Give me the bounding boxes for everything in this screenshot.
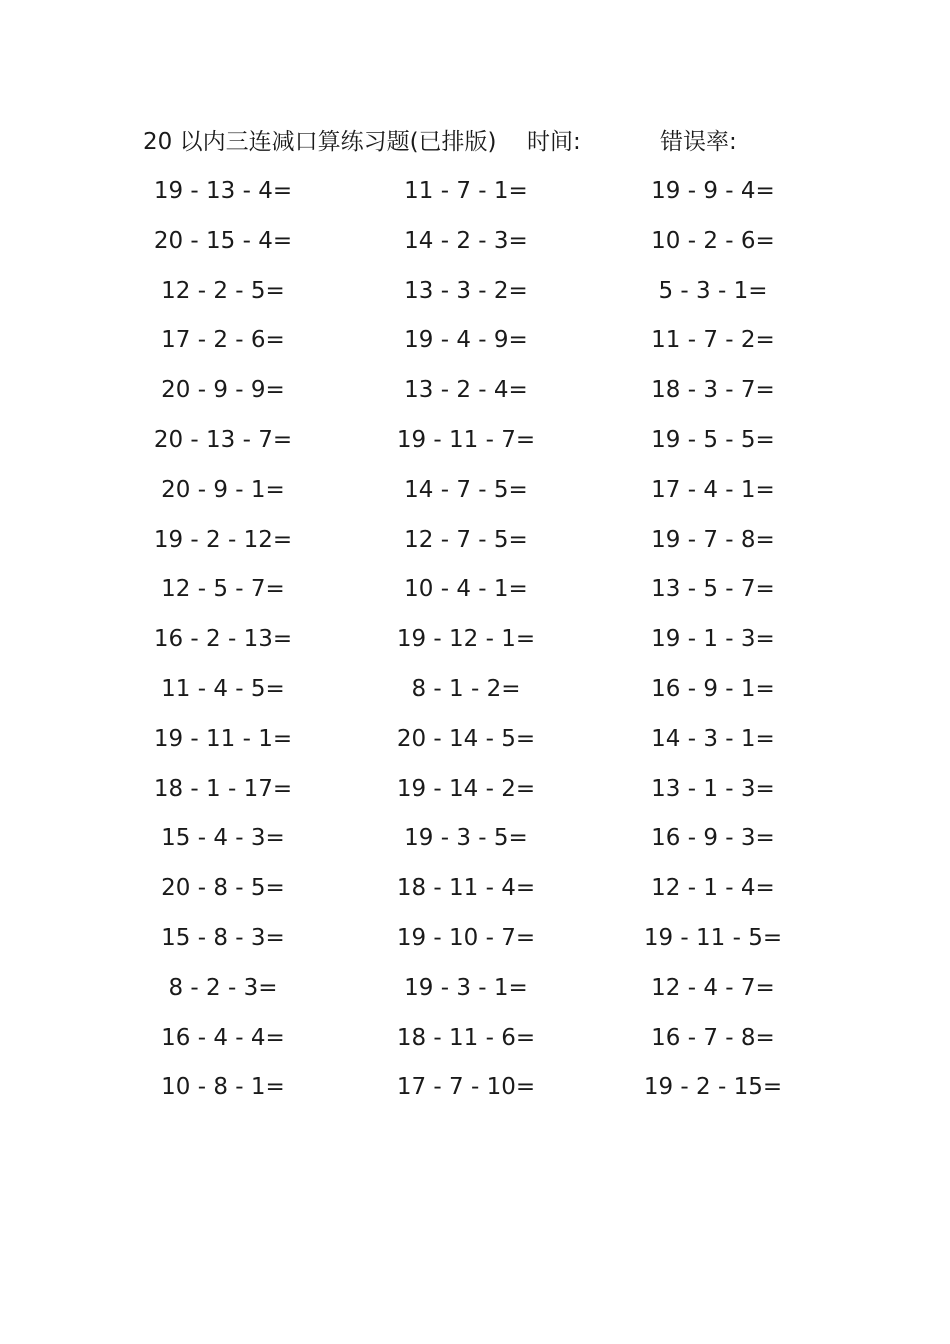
subtraction-problem: 20 - 14 - 5=: [396, 725, 536, 752]
subtraction-problem: 16 - 2 - 13=: [153, 626, 293, 653]
subtraction-problem: 17 - 7 - 10=: [396, 1074, 536, 1101]
subtraction-problem: 20 - 9 - 1=: [161, 476, 285, 503]
subtraction-problem: 14 - 3 - 1=: [651, 725, 775, 752]
subtraction-problem: 19 - 14 - 2=: [396, 775, 536, 802]
problem-row: [0, 321, 950, 371]
problem-row: [0, 919, 950, 969]
subtraction-problem: 13 - 1 - 3=: [651, 775, 775, 802]
subtraction-problem: 14 - 7 - 5=: [404, 476, 528, 503]
subtraction-problem: 16 - 9 - 1=: [651, 675, 775, 702]
subtraction-problem: 18 - 11 - 4=: [396, 875, 536, 902]
subtraction-problem: 18 - 3 - 7=: [651, 377, 775, 404]
error-rate-label: 错误率:: [660, 129, 737, 155]
subtraction-problem: 19 - 11 - 1=: [153, 725, 293, 752]
problem-row: [0, 570, 950, 620]
problem-row: [0, 421, 950, 471]
problem-row: [0, 471, 950, 521]
subtraction-problem: 10 - 8 - 1=: [161, 1074, 285, 1101]
subtraction-problem: 20 - 13 - 7=: [153, 426, 293, 453]
subtraction-problem: 14 - 2 - 3=: [404, 227, 528, 254]
subtraction-problem: 8 - 1 - 2=: [411, 675, 521, 702]
subtraction-problem: 19 - 2 - 15=: [643, 1074, 783, 1101]
problem-row: [0, 720, 950, 770]
subtraction-problem: 16 - 7 - 8=: [651, 1024, 775, 1051]
subtraction-problem: 12 - 1 - 4=: [651, 875, 775, 902]
subtraction-problem: 19 - 7 - 8=: [651, 526, 775, 553]
problem-row: [0, 272, 950, 322]
subtraction-problem: 5 - 3 - 1=: [658, 277, 768, 304]
subtraction-problem: 11 - 7 - 2=: [651, 327, 775, 354]
subtraction-problem: 18 - 1 - 17=: [153, 775, 293, 802]
subtraction-problem: 10 - 4 - 1=: [404, 576, 528, 603]
problem-row: [0, 371, 950, 421]
subtraction-problem: 19 - 12 - 1=: [396, 626, 536, 653]
time-label: 时间:: [527, 129, 581, 155]
problem-row: [0, 172, 950, 222]
problem-row: [0, 670, 950, 720]
subtraction-problem: 12 - 4 - 7=: [651, 974, 775, 1001]
subtraction-problem: 16 - 9 - 3=: [651, 825, 775, 852]
subtraction-problem: 19 - 11 - 5=: [643, 924, 783, 951]
problem-row: [0, 969, 950, 1019]
subtraction-problem: 19 - 9 - 4=: [651, 178, 775, 204]
problem-row: [0, 222, 950, 272]
problem-row: [0, 1019, 950, 1069]
subtraction-problem: 20 - 9 - 9=: [161, 377, 285, 404]
subtraction-problem: 19 - 11 - 7=: [396, 426, 536, 453]
subtraction-problem: 8 - 2 - 3=: [168, 974, 278, 1001]
subtraction-problem: 12 - 5 - 7=: [161, 576, 285, 603]
subtraction-problem: 19 - 4 - 9=: [404, 327, 528, 354]
problem-row: [0, 521, 950, 571]
problem-row: [0, 869, 950, 919]
subtraction-problem: 19 - 2 - 12=: [153, 526, 293, 553]
subtraction-problem: 19 - 10 - 7=: [396, 924, 536, 951]
subtraction-problem: 19 - 3 - 5=: [404, 825, 528, 852]
problem-row: [0, 770, 950, 820]
subtraction-problem: 12 - 2 - 5=: [161, 277, 285, 304]
subtraction-problem: 15 - 4 - 3=: [161, 825, 285, 852]
subtraction-problem: 12 - 7 - 5=: [404, 526, 528, 553]
problem-grid: [0, 172, 950, 1118]
subtraction-problem: 20 - 15 - 4=: [153, 227, 293, 254]
subtraction-problem: 19 - 3 - 1=: [404, 974, 528, 1001]
worksheet-header: [143, 124, 763, 160]
problem-row: [0, 1068, 950, 1118]
subtraction-problem: 16 - 4 - 4=: [161, 1024, 285, 1051]
subtraction-problem: 18 - 11 - 6=: [396, 1024, 536, 1051]
subtraction-problem: 17 - 4 - 1=: [651, 476, 775, 503]
subtraction-problem: 20 - 8 - 5=: [161, 875, 285, 902]
subtraction-problem: 19 - 13 - 4=: [153, 178, 293, 204]
subtraction-problem: 19 - 1 - 3=: [651, 626, 775, 653]
problem-row: [0, 819, 950, 869]
worksheet-title: 20 以内三连减口算练习题(已排版): [143, 129, 497, 155]
problem-row: [0, 620, 950, 670]
subtraction-problem: 17 - 2 - 6=: [161, 327, 285, 354]
subtraction-problem: 11 - 7 - 1=: [404, 178, 528, 204]
subtraction-problem: 19 - 5 - 5=: [651, 426, 775, 453]
subtraction-problem: 13 - 3 - 2=: [404, 277, 528, 304]
subtraction-problem: 13 - 2 - 4=: [404, 377, 528, 404]
subtraction-problem: 13 - 5 - 7=: [651, 576, 775, 603]
subtraction-problem: 11 - 4 - 5=: [161, 675, 285, 702]
subtraction-problem: 15 - 8 - 3=: [161, 924, 285, 951]
subtraction-problem: 10 - 2 - 6=: [651, 227, 775, 254]
